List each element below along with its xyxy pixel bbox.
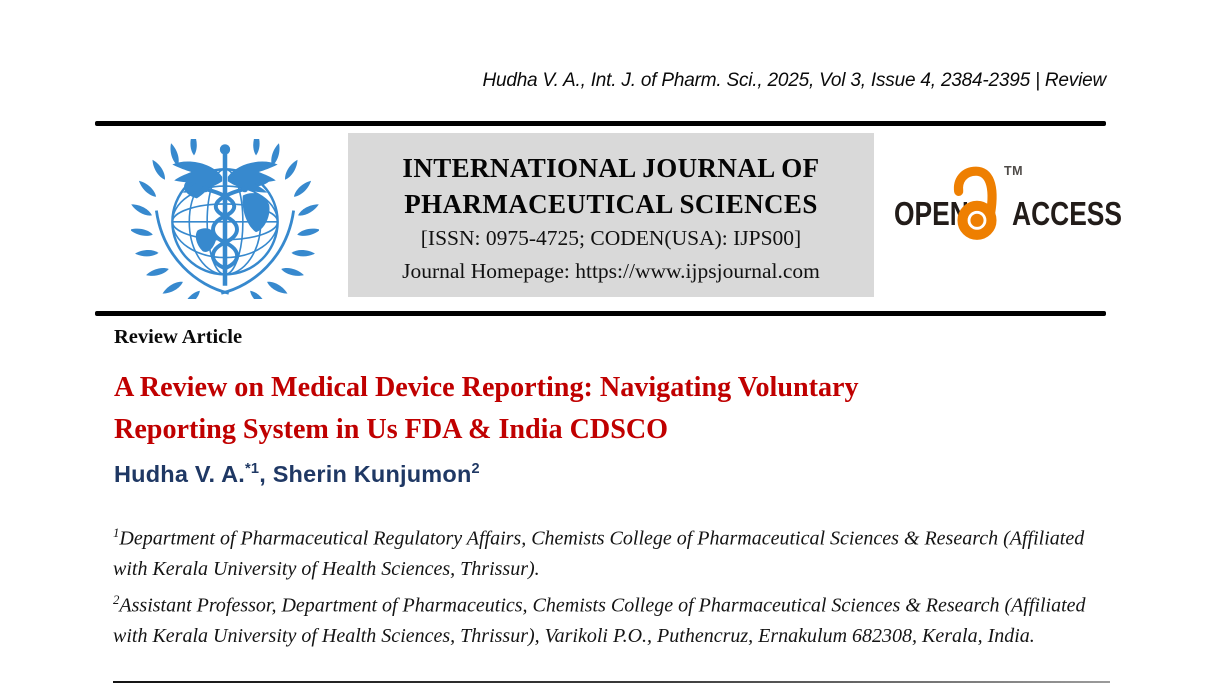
- author-line: [114, 461, 480, 488]
- trademark-label: TM: [1004, 164, 1024, 178]
- author-marker: *1: [245, 461, 260, 478]
- journal-name-line2: PHARMACEUTICAL SCIENCES: [404, 189, 818, 219]
- journal-logo: [131, 139, 319, 299]
- affiliation-1: [113, 518, 1113, 585]
- bottom-rule: [113, 681, 1110, 683]
- running-head-citation: Hudha V. A., Int. J. of Pharm. Sci., 2025, Vol 3, Issue 4, 2384-2395 | Review: [482, 70, 1106, 91]
- open-lock-icon: [950, 163, 1004, 241]
- masthead-box: [348, 133, 874, 297]
- author-marker: 2: [471, 461, 480, 478]
- open-access-access-label: ACCESS: [1012, 195, 1123, 232]
- article-type-label: Review Article: [114, 326, 243, 348]
- open-access-open-label: OPEN: [894, 195, 969, 232]
- affiliations: [113, 518, 1113, 652]
- affiliation-1-sup: 1: [113, 526, 120, 540]
- affiliation-2-sup: 2: [113, 592, 120, 607]
- journal-name-line1: INTERNATIONAL JOURNAL OF: [402, 153, 820, 183]
- affiliation-2-text: Assistant Professor, Department of Pharmaceutics, Chemists College of Pharmaceutical Sciences & Research (Affiliated with Kerala University of Health Sciences, Thrissur), Varikoli P.O., Puthencruz, Ernakulum 682308, Kerala, India.: [113, 594, 1086, 648]
- article-title-line2: Reporting System in Us FDA & India CDSCO: [114, 413, 669, 445]
- article-title-line1: A Review on Medical Device Reporting: Navigating Voluntary: [114, 371, 859, 403]
- affiliation-2: [113, 585, 1113, 652]
- top-rule: [95, 121, 1106, 126]
- open-access-logo: [880, 163, 1123, 243]
- author-name: Hudha V. A.: [114, 461, 246, 487]
- author-name: Sherin Kunjumon: [272, 461, 472, 487]
- article-title: [114, 366, 1045, 450]
- journal-issn-line: [ISSN: 0975-4725; CODEN(USA): IJPS00]: [420, 226, 802, 250]
- author-separator: ,: [259, 461, 273, 487]
- affiliation-1-text: Department of Pharmaceutical Regulatory Affairs, Chemists College of Pharmaceutical Sciences & Research (Affiliated with Kerala University of Health Sciences, Thrissur).: [113, 527, 1085, 581]
- mid-rule: [95, 311, 1106, 316]
- journal-homepage-line: Journal Homepage: https://www.ijpsjournal.com: [402, 259, 820, 283]
- who-caduceus-globe-icon: [131, 139, 319, 299]
